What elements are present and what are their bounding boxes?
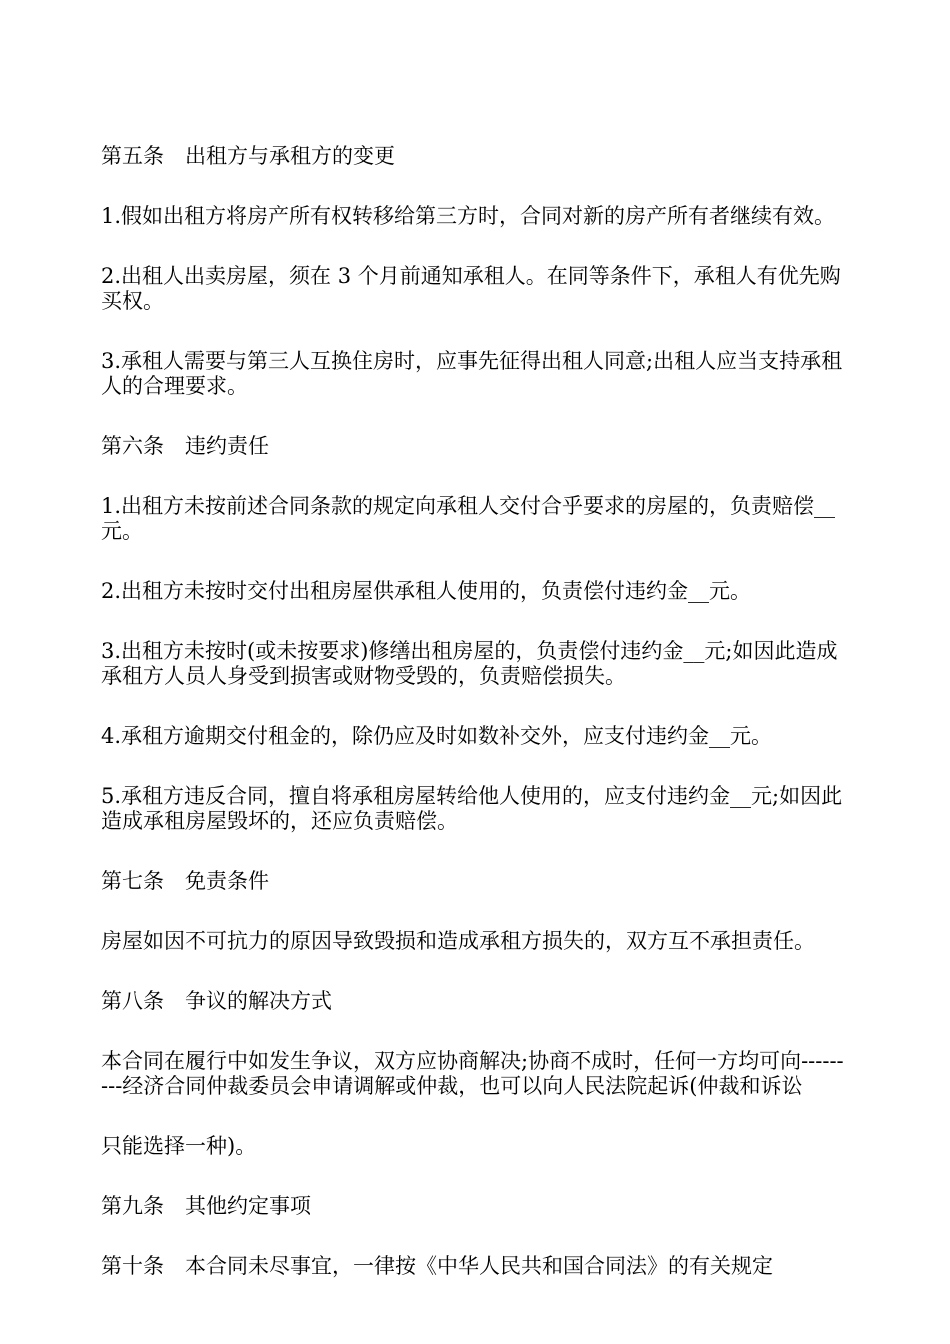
article-6-clause-1: 1.出租方未按前述合同条款的规定向承租人交付合乎要求的房屋的，负责赔偿__元。 [101, 494, 836, 543]
article-6-clause-5: 5.承租方违反合同，擅自将承租房屋转给他人使用的，应支付违约金__元;如因此造成承租房屋毁坏的，还应负责赔偿。 [101, 784, 843, 833]
article-6-heading: 第六条 违约责任 [101, 434, 269, 458]
article-5-clause-3: 3.承租人需要与第三人互换住房时，应事先征得出租人同意;出租人应当支持承租人的合理要求。 [101, 349, 843, 398]
article-9-heading: 第九条 其他约定事项 [101, 1194, 311, 1218]
article-5-clause-1: 1.假如出租方将房产所有权转移给第三方时，合同对新的房产所有者继续有效。 [101, 204, 836, 228]
article-8-body-continued: 只能选择一种)。 [101, 1134, 257, 1158]
article-6-clause-3: 3.出租方未按时(或未按要求)修缮出租房屋的，负责偿付违约金__元;如因此造成承租方人员人身受到损害或财物受毁的，负责赔偿损失。 [101, 639, 838, 688]
article-8-body: 本合同在履行中如发生争议，双方应协商解决;协商不成时，任何一方均可向---------经济合同仲裁委员会申请调解或仲裁，也可以向人民法院起诉(仲裁和诉讼 [101, 1049, 844, 1098]
article-8-heading: 第八条 争议的解决方式 [101, 989, 332, 1013]
article-5-clause-2: 2.出租人出卖房屋，须在 3 个月前通知承租人。在同等条件下，承租人有优先购买权。 [101, 264, 841, 313]
article-7-body: 房屋如因不可抗力的原因导致毁损和造成承租方损失的，双方互不承担责任。 [101, 929, 815, 953]
article-7-heading: 第七条 免责条件 [101, 869, 269, 893]
article-6-clause-2: 2.出租方未按时交付出租房屋供承租人使用的，负责偿付违约金__元。 [101, 579, 752, 603]
article-6-clause-4: 4.承租方逾期交付租金的，除仍应及时如数补交外，应支付违约金__元。 [101, 724, 773, 748]
article-5-heading: 第五条 出租方与承租方的变更 [101, 144, 395, 168]
article-10-body: 第十条 本合同未尽事宜，一律按《中华人民共和国合同法》的有关规定 [101, 1254, 773, 1278]
